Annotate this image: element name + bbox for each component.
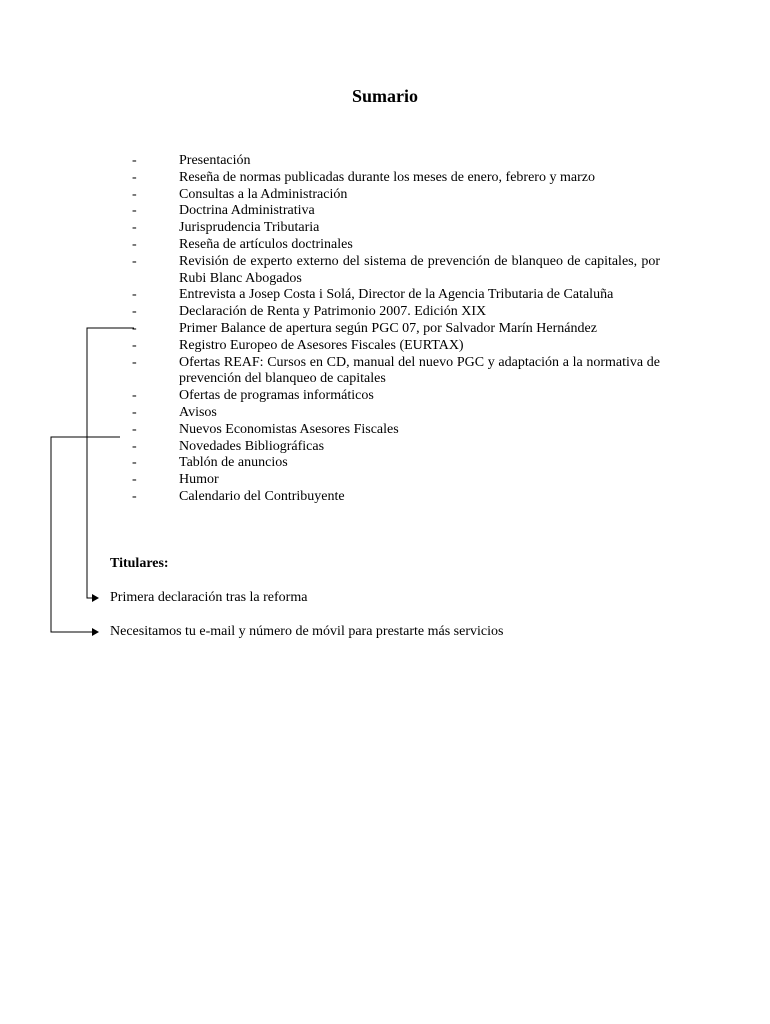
connector-1 [87, 328, 134, 598]
toc-item-text: Novedades Bibliográficas [179, 438, 325, 454]
toc-bullet: - [132, 169, 137, 185]
toc-item-text: Primer Balance de apertura según PGC 07, por Salvador Marín Hernández [179, 320, 597, 336]
toc-bullet: - [132, 253, 137, 269]
toc-item-text: Ofertas REAF: Cursos en CD, manual del nuevo PGC y adaptación a la normativa de prevención del blanqueo de capitales [179, 354, 660, 387]
toc-item-text: Entrevista a Josep Costa i Solá, Director de la Agencia Tributaria de Cataluña [179, 287, 614, 303]
page-title: Sumario [351, 86, 418, 106]
toc-bullet: - [132, 354, 137, 370]
toc-bullet: - [132, 186, 137, 202]
toc-item-text: Revisión de experto externo del sistema de prevención de blanqueo de capitales, por Rubi Blanc Abogados [179, 253, 660, 286]
toc-bullet: - [132, 337, 137, 353]
toc-item-text: Ofertas de programas informáticos [179, 388, 374, 404]
toc-item-text: Humor [179, 472, 219, 488]
headline-2: Necesitamos tu e-mail y número de móvil para prestarte más servicios [110, 624, 504, 639]
toc-bullet: - [132, 388, 137, 404]
toc-item-text: Calendario del Contribuyente [179, 488, 345, 504]
toc-item-text: Consultas a la Administración [179, 186, 348, 202]
toc-item-text: Reseña de normas publicadas durante los meses de enero, febrero y marzo [179, 169, 595, 185]
toc-bullet: - [132, 472, 137, 488]
toc-bullet: - [132, 287, 137, 303]
toc-bullet: - [132, 404, 137, 420]
titulares-heading: Titulares: [110, 556, 169, 571]
toc-bullet: - [132, 236, 137, 252]
toc-bullet: - [132, 203, 137, 219]
arrow-head-1 [92, 594, 99, 602]
toc-bullet: - [132, 220, 137, 236]
toc-bullet: - [132, 488, 137, 504]
toc-item-text: Doctrina Administrativa [179, 203, 315, 219]
connector-2 [51, 437, 120, 632]
toc-bullet: - [132, 455, 137, 471]
toc-item-text: Jurisprudencia Tributaria [179, 220, 320, 236]
toc-item-text: Presentación [179, 153, 251, 168]
toc-bullet: - [132, 438, 137, 454]
toc-item-text: Registro Europeo de Asesores Fiscales (EURTAX) [179, 337, 464, 353]
toc-item-text: Avisos [179, 404, 217, 420]
toc-bullet: - [132, 153, 137, 168]
toc-bullet: - [132, 304, 137, 320]
toc-item-text: Reseña de artículos doctrinales [179, 236, 353, 252]
toc-item-text: Tablón de anuncios [179, 455, 288, 471]
toc-item-text: Nuevos Economistas Asesores Fiscales [179, 421, 399, 437]
arrow-head-2 [92, 628, 99, 636]
toc-bullet: - [132, 320, 137, 336]
toc-bullet: - [132, 421, 137, 437]
headline-1: Primera declaración tras la reforma [110, 590, 308, 605]
toc-item-text: Declaración de Renta y Patrimonio 2007. Edición XIX [179, 304, 487, 320]
